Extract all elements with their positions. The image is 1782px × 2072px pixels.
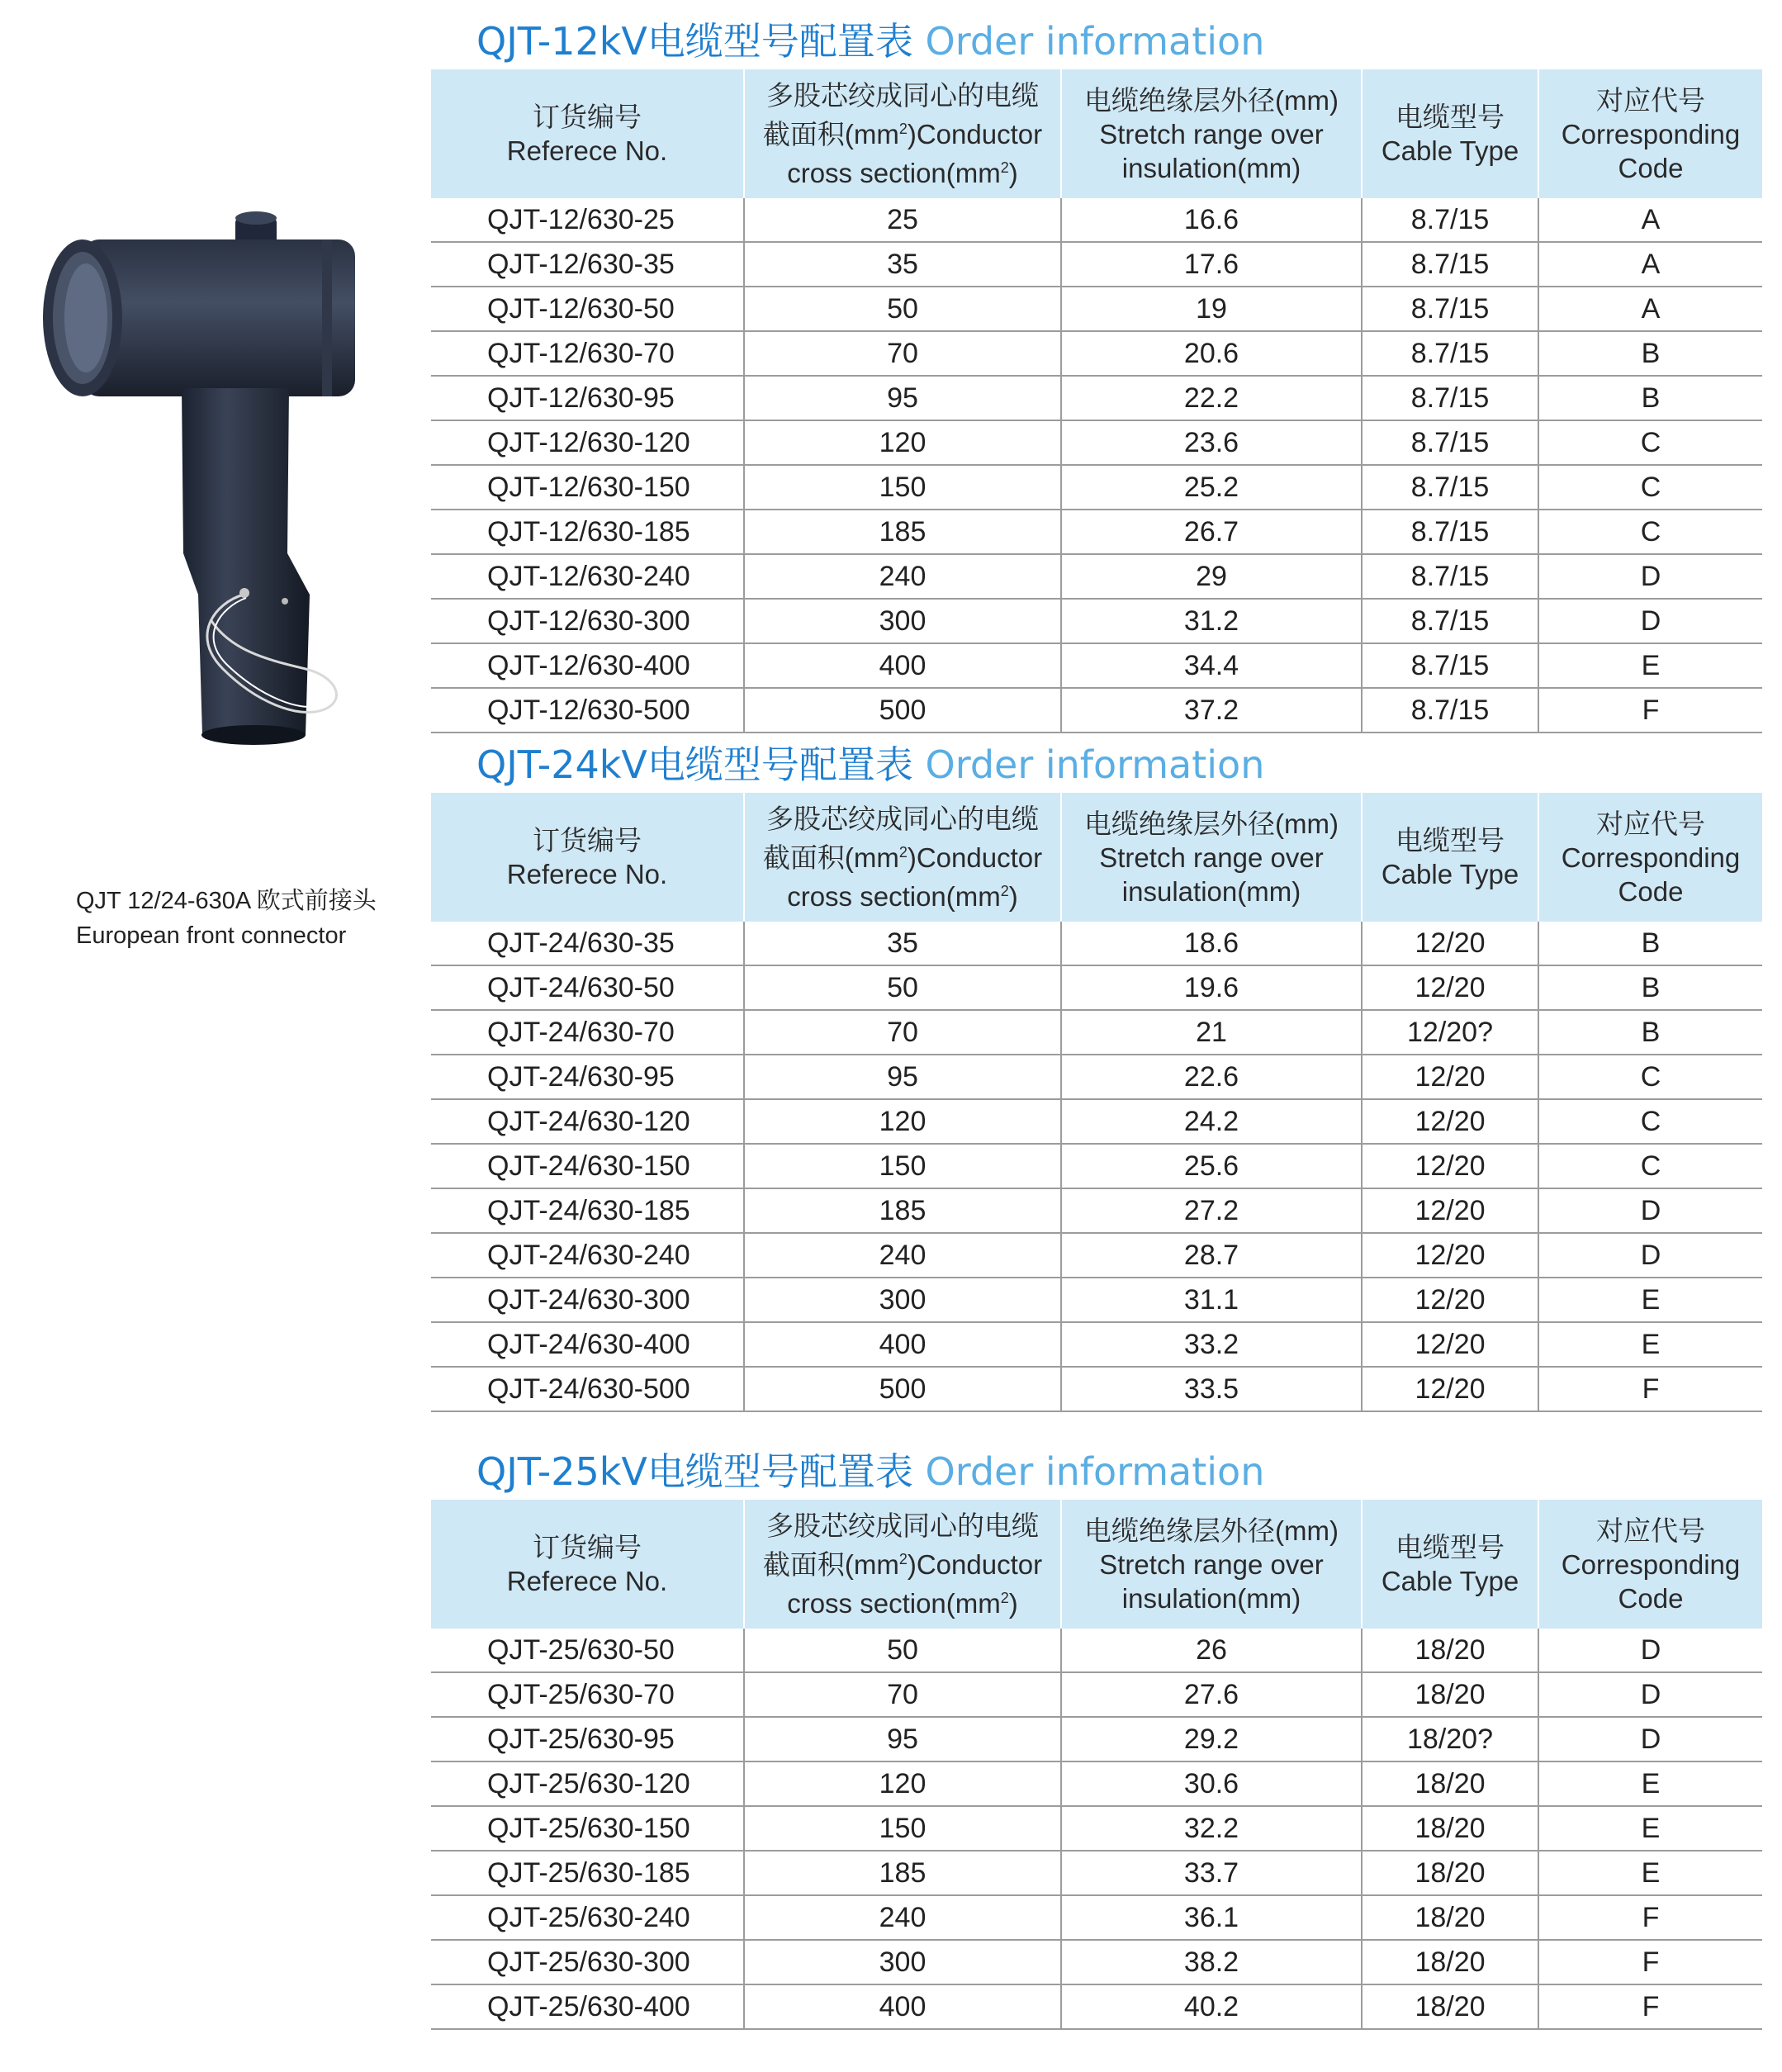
caption-line-en: European front connector xyxy=(76,922,347,949)
product-caption xyxy=(76,884,423,953)
cable-type-cell: 12/20 xyxy=(1362,1322,1538,1367)
table-row xyxy=(431,1099,1762,1144)
table-row xyxy=(431,1367,1762,1411)
cable-type-cell: 8.7/15 xyxy=(1362,331,1538,376)
code-cell: F xyxy=(1538,1984,1762,2029)
reference-no-cell: QJT-24/630-400 xyxy=(431,1322,744,1367)
table-row xyxy=(431,1717,1762,1761)
cable-type-cell: 8.7/15 xyxy=(1362,198,1538,242)
cable-type-cell: 12/20 xyxy=(1362,1188,1538,1233)
code-cell: E xyxy=(1538,1851,1762,1895)
header-reference-no xyxy=(431,69,744,198)
insulation-diameter-cell: 33.2 xyxy=(1061,1322,1362,1367)
cable-type-cell: 12/20 xyxy=(1362,1278,1538,1322)
superscript: 2 xyxy=(898,120,908,137)
cross-section-cell: 50 xyxy=(744,287,1061,331)
table-row xyxy=(431,287,1762,331)
cross-section-cell: 35 xyxy=(744,242,1061,287)
header-text: 电缆绝缘层外径(mm) xyxy=(1084,1515,1339,1546)
header-text: 对应代号 xyxy=(1596,84,1705,116)
cable-type-cell: 8.7/15 xyxy=(1362,554,1538,599)
header-text: 多股芯绞成同心的电缆 xyxy=(766,79,1039,111)
table-row xyxy=(431,599,1762,643)
insulation-diameter-cell: 29 xyxy=(1061,554,1362,599)
cable-type-cell: 18/20 xyxy=(1362,1806,1538,1851)
cross-section-cell: 70 xyxy=(744,1010,1061,1055)
order-tables xyxy=(431,0,1762,2030)
section-title xyxy=(431,1445,1762,1498)
header-text: Stretch range over xyxy=(1099,118,1324,149)
reference-no-cell: QJT-12/630-240 xyxy=(431,554,744,599)
cross-section-cell: 150 xyxy=(744,465,1061,510)
reference-no-cell: QJT-24/630-185 xyxy=(431,1188,744,1233)
reference-no-cell: QJT-24/630-50 xyxy=(431,965,744,1010)
insulation-diameter-cell: 31.2 xyxy=(1061,599,1362,643)
section-title xyxy=(431,15,1762,68)
cable-type-cell: 8.7/15 xyxy=(1362,465,1538,510)
header-text: Corresponding xyxy=(1561,1548,1741,1580)
cross-section-cell: 500 xyxy=(744,1367,1061,1411)
cross-section-cell: 35 xyxy=(744,922,1061,965)
header-text-part: cross section(mm xyxy=(787,1587,1001,1619)
insulation-diameter-cell: 26 xyxy=(1061,1629,1362,1672)
header-row xyxy=(431,1500,1762,1629)
insulation-diameter-cell: 22.2 xyxy=(1061,376,1362,420)
section-title-en: Order information xyxy=(925,1449,1265,1494)
cable-type-cell: 12/20 xyxy=(1362,965,1538,1010)
header-insulation-diameter xyxy=(1061,69,1362,198)
cable-type-cell: 18/20 xyxy=(1362,1895,1538,1940)
table-row xyxy=(431,1672,1762,1717)
cable-type-cell: 18/20 xyxy=(1362,1672,1538,1717)
code-cell: D xyxy=(1538,599,1762,643)
reference-no-cell: QJT-24/630-240 xyxy=(431,1233,744,1278)
section-title-en: Order information xyxy=(925,742,1265,787)
header-insulation-diameter xyxy=(1061,1500,1362,1629)
header-reference-no xyxy=(431,793,744,922)
header-text: 电缆绝缘层外径(mm) xyxy=(1084,808,1339,839)
header-cable-type xyxy=(1362,1500,1538,1629)
code-cell: E xyxy=(1538,643,1762,688)
header-text: Referece No. xyxy=(506,859,668,889)
insulation-diameter-cell: 19 xyxy=(1061,287,1362,331)
header-corresponding-code xyxy=(1538,1500,1762,1629)
header-row xyxy=(431,793,1762,922)
header-text-part: )Conductor xyxy=(907,118,1043,149)
insulation-diameter-cell: 27.2 xyxy=(1061,1188,1362,1233)
code-cell: C xyxy=(1538,465,1762,510)
table-row xyxy=(431,1806,1762,1851)
superscript: 2 xyxy=(1000,882,1009,899)
cross-section-cell: 120 xyxy=(744,1099,1061,1144)
cross-section-cell: 95 xyxy=(744,376,1061,420)
cable-type-cell: 8.7/15 xyxy=(1362,420,1538,465)
reference-no-cell: QJT-25/630-50 xyxy=(431,1629,744,1672)
header-text: Corresponding xyxy=(1561,842,1741,873)
header-text-part: 截面积(mm xyxy=(762,1548,899,1580)
code-cell: C xyxy=(1538,420,1762,465)
header-row xyxy=(431,69,1762,198)
insulation-diameter-cell: 36.1 xyxy=(1061,1895,1362,1940)
reference-no-cell: QJT-25/630-95 xyxy=(431,1717,744,1761)
insulation-diameter-cell: 34.4 xyxy=(1061,643,1362,688)
code-cell: F xyxy=(1538,1895,1762,1940)
cable-type-cell: 8.7/15 xyxy=(1362,242,1538,287)
header-text xyxy=(750,1581,1055,1620)
header-text xyxy=(750,112,1055,151)
order-table xyxy=(431,1500,1762,2030)
table-row xyxy=(431,965,1762,1010)
cable-type-cell: 18/20 xyxy=(1362,1761,1538,1806)
reference-no-cell: QJT-24/630-120 xyxy=(431,1099,744,1144)
cable-type-cell: 12/20 xyxy=(1362,1367,1538,1411)
table-row xyxy=(431,420,1762,465)
cross-section-cell: 300 xyxy=(744,1940,1061,1984)
cable-type-cell: 12/20 xyxy=(1362,1055,1538,1099)
reference-no-cell: QJT-24/630-70 xyxy=(431,1010,744,1055)
reference-no-cell: QJT-24/630-300 xyxy=(431,1278,744,1322)
code-cell: D xyxy=(1538,1672,1762,1717)
cross-section-cell: 185 xyxy=(744,1851,1061,1895)
table-row xyxy=(431,510,1762,554)
cross-section-cell: 400 xyxy=(744,1322,1061,1367)
header-text-part: cross section(mm xyxy=(787,157,1001,188)
code-cell: C xyxy=(1538,1099,1762,1144)
section-title-cn: QJT-12kV电缆型号配置表 xyxy=(476,19,913,64)
reference-no-cell: QJT-25/630-185 xyxy=(431,1851,744,1895)
header-text: Cable Type xyxy=(1381,135,1519,166)
caption-line-cn: QJT 12/24-630A 欧式前接头 xyxy=(76,888,377,914)
insulation-diameter-cell: 16.6 xyxy=(1061,198,1362,242)
header-cable-type xyxy=(1362,69,1538,198)
insulation-diameter-cell: 20.6 xyxy=(1061,331,1362,376)
code-cell: B xyxy=(1538,922,1762,965)
code-cell: F xyxy=(1538,688,1762,733)
insulation-diameter-cell: 32.2 xyxy=(1061,1806,1362,1851)
insulation-diameter-cell: 28.7 xyxy=(1061,1233,1362,1278)
code-cell: D xyxy=(1538,1188,1762,1233)
header-text: insulation(mm) xyxy=(1121,875,1301,907)
reference-no-cell: QJT-12/630-95 xyxy=(431,376,744,420)
header-conductor-cross-section xyxy=(744,69,1061,198)
cross-section-cell: 300 xyxy=(744,599,1061,643)
code-cell: D xyxy=(1538,554,1762,599)
table-row xyxy=(431,242,1762,287)
code-cell: A xyxy=(1538,242,1762,287)
header-text-part: 截面积(mm xyxy=(762,118,899,149)
header-text: Stretch range over xyxy=(1099,842,1324,873)
header-insulation-diameter xyxy=(1061,793,1362,922)
code-cell: B xyxy=(1538,376,1762,420)
cable-type-cell: 8.7/15 xyxy=(1362,688,1538,733)
cross-section-cell: 150 xyxy=(744,1806,1061,1851)
insulation-diameter-cell: 27.6 xyxy=(1061,1672,1362,1717)
code-cell: C xyxy=(1538,510,1762,554)
reference-no-cell: QJT-12/630-50 xyxy=(431,287,744,331)
header-text: Code xyxy=(1618,1582,1684,1614)
header-corresponding-code xyxy=(1538,69,1762,198)
reference-no-cell: QJT-25/630-400 xyxy=(431,1984,744,2029)
cross-section-cell: 185 xyxy=(744,510,1061,554)
header-text: Corresponding xyxy=(1561,118,1741,149)
table-row xyxy=(431,643,1762,688)
cable-type-cell: 18/20 xyxy=(1362,1984,1538,2029)
header-text-part: )Conductor xyxy=(907,842,1043,873)
insulation-diameter-cell: 25.6 xyxy=(1061,1144,1362,1188)
header-text: 订货编号 xyxy=(533,1532,642,1562)
table-row xyxy=(431,1629,1762,1672)
header-text: 电缆型号 xyxy=(1396,1532,1505,1562)
header-text: 电缆型号 xyxy=(1396,825,1505,856)
insulation-diameter-cell: 33.7 xyxy=(1061,1851,1362,1895)
table-row xyxy=(431,1940,1762,1984)
table-row xyxy=(431,922,1762,965)
cable-type-cell: 18/20 xyxy=(1362,1629,1538,1672)
cable-type-cell: 8.7/15 xyxy=(1362,287,1538,331)
cable-type-cell: 18/20 xyxy=(1362,1851,1538,1895)
cable-type-cell: 8.7/15 xyxy=(1362,599,1538,643)
header-text xyxy=(750,875,1055,913)
code-cell: A xyxy=(1538,198,1762,242)
code-cell: B xyxy=(1538,331,1762,376)
reference-no-cell: QJT-12/630-300 xyxy=(431,599,744,643)
section-title-en: Order information xyxy=(925,19,1265,64)
cross-section-cell: 120 xyxy=(744,420,1061,465)
code-cell: F xyxy=(1538,1940,1762,1984)
connector-product-image xyxy=(25,206,388,752)
header-text: 电缆绝缘层外径(mm) xyxy=(1084,84,1339,116)
header-text: 对应代号 xyxy=(1596,1515,1705,1546)
header-text: 对应代号 xyxy=(1596,808,1705,839)
reference-no-cell: QJT-25/630-70 xyxy=(431,1672,744,1717)
insulation-diameter-cell: 26.7 xyxy=(1061,510,1362,554)
reference-no-cell: QJT-12/630-185 xyxy=(431,510,744,554)
code-cell: D xyxy=(1538,1717,1762,1761)
reference-no-cell: QJT-25/630-300 xyxy=(431,1940,744,1984)
header-text: Code xyxy=(1618,152,1684,183)
header-text: 多股芯绞成同心的电缆 xyxy=(766,803,1039,834)
superscript: 2 xyxy=(1000,159,1009,176)
cross-section-cell: 95 xyxy=(744,1055,1061,1099)
cable-type-cell: 18/20? xyxy=(1362,1717,1538,1761)
code-cell: E xyxy=(1538,1806,1762,1851)
header-text-part: cross section(mm xyxy=(787,880,1001,912)
table-row xyxy=(431,465,1762,510)
cross-section-cell: 50 xyxy=(744,1629,1061,1672)
code-cell: F xyxy=(1538,1367,1762,1411)
table-row xyxy=(431,1144,1762,1188)
cable-type-cell: 12/20 xyxy=(1362,1233,1538,1278)
reference-no-cell: QJT-12/630-400 xyxy=(431,643,744,688)
cross-section-cell: 185 xyxy=(744,1188,1061,1233)
header-text-part: ) xyxy=(1008,1587,1018,1619)
code-cell: A xyxy=(1538,287,1762,331)
code-cell: C xyxy=(1538,1055,1762,1099)
reference-no-cell: QJT-25/630-240 xyxy=(431,1895,744,1940)
header-conductor-cross-section xyxy=(744,1500,1061,1629)
insulation-diameter-cell: 37.2 xyxy=(1061,688,1362,733)
header-cable-type xyxy=(1362,793,1538,922)
table-row xyxy=(431,1278,1762,1322)
reference-no-cell: QJT-12/630-500 xyxy=(431,688,744,733)
reference-no-cell: QJT-24/630-35 xyxy=(431,922,744,965)
cross-section-cell: 400 xyxy=(744,643,1061,688)
section-title-cn: QJT-25kV电缆型号配置表 xyxy=(476,1449,913,1494)
reference-no-cell: QJT-12/630-35 xyxy=(431,242,744,287)
code-cell: E xyxy=(1538,1278,1762,1322)
code-cell: E xyxy=(1538,1322,1762,1367)
header-conductor-cross-section xyxy=(744,793,1061,922)
table-row xyxy=(431,376,1762,420)
insulation-diameter-cell: 24.2 xyxy=(1061,1099,1362,1144)
insulation-diameter-cell: 17.6 xyxy=(1061,242,1362,287)
insulation-diameter-cell: 38.2 xyxy=(1061,1940,1362,1984)
header-text: Referece No. xyxy=(506,135,668,166)
header-text: 电缆型号 xyxy=(1396,102,1505,132)
cross-section-cell: 240 xyxy=(744,1233,1061,1278)
order-table xyxy=(431,69,1762,733)
superscript: 2 xyxy=(1000,1589,1009,1606)
table-row xyxy=(431,554,1762,599)
reference-no-cell: QJT-12/630-70 xyxy=(431,331,744,376)
insulation-diameter-cell: 22.6 xyxy=(1061,1055,1362,1099)
header-text: Cable Type xyxy=(1381,859,1519,889)
section-title-cn: QJT-24kV电缆型号配置表 xyxy=(476,742,913,787)
table-row xyxy=(431,1233,1762,1278)
header-corresponding-code xyxy=(1538,793,1762,922)
table-row xyxy=(431,331,1762,376)
table-row xyxy=(431,1851,1762,1895)
header-text: insulation(mm) xyxy=(1121,1582,1301,1614)
table-row xyxy=(431,688,1762,733)
header-text-part: ) xyxy=(1008,157,1018,188)
cable-type-cell: 12/20 xyxy=(1362,1099,1538,1144)
code-cell: C xyxy=(1538,1144,1762,1188)
reference-no-cell: QJT-12/630-150 xyxy=(431,465,744,510)
insulation-diameter-cell: 40.2 xyxy=(1061,1984,1362,2029)
cross-section-cell: 500 xyxy=(744,688,1061,733)
superscript: 2 xyxy=(898,1550,908,1567)
code-cell: D xyxy=(1538,1629,1762,1672)
header-text-part: 截面积(mm xyxy=(762,842,899,873)
header-text: Cable Type xyxy=(1381,1566,1519,1596)
header-text: Code xyxy=(1618,875,1684,907)
cross-section-cell: 70 xyxy=(744,1672,1061,1717)
code-cell: E xyxy=(1538,1761,1762,1806)
cable-type-cell: 8.7/15 xyxy=(1362,643,1538,688)
header-text: Stretch range over xyxy=(1099,1548,1324,1580)
order-table xyxy=(431,793,1762,1412)
table-row xyxy=(431,1188,1762,1233)
cable-type-cell: 8.7/15 xyxy=(1362,376,1538,420)
insulation-diameter-cell: 23.6 xyxy=(1061,420,1362,465)
table-row xyxy=(431,1895,1762,1940)
cross-section-cell: 25 xyxy=(744,198,1061,242)
reference-no-cell: QJT-12/630-25 xyxy=(431,198,744,242)
table-row xyxy=(431,1055,1762,1099)
header-text: 多股芯绞成同心的电缆 xyxy=(766,1510,1039,1541)
insulation-diameter-cell: 31.1 xyxy=(1061,1278,1362,1322)
cross-section-cell: 240 xyxy=(744,1895,1061,1940)
table-row xyxy=(431,1010,1762,1055)
cross-section-cell: 400 xyxy=(744,1984,1061,2029)
reference-no-cell: QJT-25/630-150 xyxy=(431,1806,744,1851)
reference-no-cell: QJT-24/630-95 xyxy=(431,1055,744,1099)
header-text-part: ) xyxy=(1008,880,1018,912)
code-cell: D xyxy=(1538,1233,1762,1278)
reference-no-cell: QJT-24/630-500 xyxy=(431,1367,744,1411)
cable-type-cell: 12/20? xyxy=(1362,1010,1538,1055)
cable-type-cell: 12/20 xyxy=(1362,922,1538,965)
cross-section-cell: 150 xyxy=(744,1144,1061,1188)
reference-no-cell: QJT-24/630-150 xyxy=(431,1144,744,1188)
table-row xyxy=(431,1322,1762,1367)
header-text: Referece No. xyxy=(506,1566,668,1596)
superscript: 2 xyxy=(898,843,908,861)
cable-type-cell: 8.7/15 xyxy=(1362,510,1538,554)
product-panel xyxy=(0,0,429,991)
reference-no-cell: QJT-25/630-120 xyxy=(431,1761,744,1806)
cross-section-cell: 70 xyxy=(744,331,1061,376)
insulation-diameter-cell: 25.2 xyxy=(1061,465,1362,510)
table-row xyxy=(431,1984,1762,2029)
table-row xyxy=(431,198,1762,242)
reference-no-cell: QJT-12/630-120 xyxy=(431,420,744,465)
cross-section-cell: 120 xyxy=(744,1761,1061,1806)
cross-section-cell: 50 xyxy=(744,965,1061,1010)
cross-section-cell: 95 xyxy=(744,1717,1061,1761)
header-text xyxy=(750,151,1055,190)
code-cell: B xyxy=(1538,965,1762,1010)
insulation-diameter-cell: 18.6 xyxy=(1061,922,1362,965)
insulation-diameter-cell: 19.6 xyxy=(1061,965,1362,1010)
insulation-diameter-cell: 29.2 xyxy=(1061,1717,1362,1761)
header-text xyxy=(750,1543,1055,1581)
cross-section-cell: 300 xyxy=(744,1278,1061,1322)
insulation-diameter-cell: 21 xyxy=(1061,1010,1362,1055)
header-text: 订货编号 xyxy=(533,102,642,132)
header-reference-no xyxy=(431,1500,744,1629)
code-cell: B xyxy=(1538,1010,1762,1055)
header-text-part: )Conductor xyxy=(907,1548,1043,1580)
cross-section-cell: 240 xyxy=(744,554,1061,599)
header-text: 订货编号 xyxy=(533,825,642,856)
section-title xyxy=(431,738,1762,791)
header-text xyxy=(750,836,1055,875)
cable-type-cell: 12/20 xyxy=(1362,1144,1538,1188)
insulation-diameter-cell: 33.5 xyxy=(1061,1367,1362,1411)
header-text: insulation(mm) xyxy=(1121,152,1301,183)
table-row xyxy=(431,1761,1762,1806)
insulation-diameter-cell: 30.6 xyxy=(1061,1761,1362,1806)
cable-type-cell: 18/20 xyxy=(1362,1940,1538,1984)
